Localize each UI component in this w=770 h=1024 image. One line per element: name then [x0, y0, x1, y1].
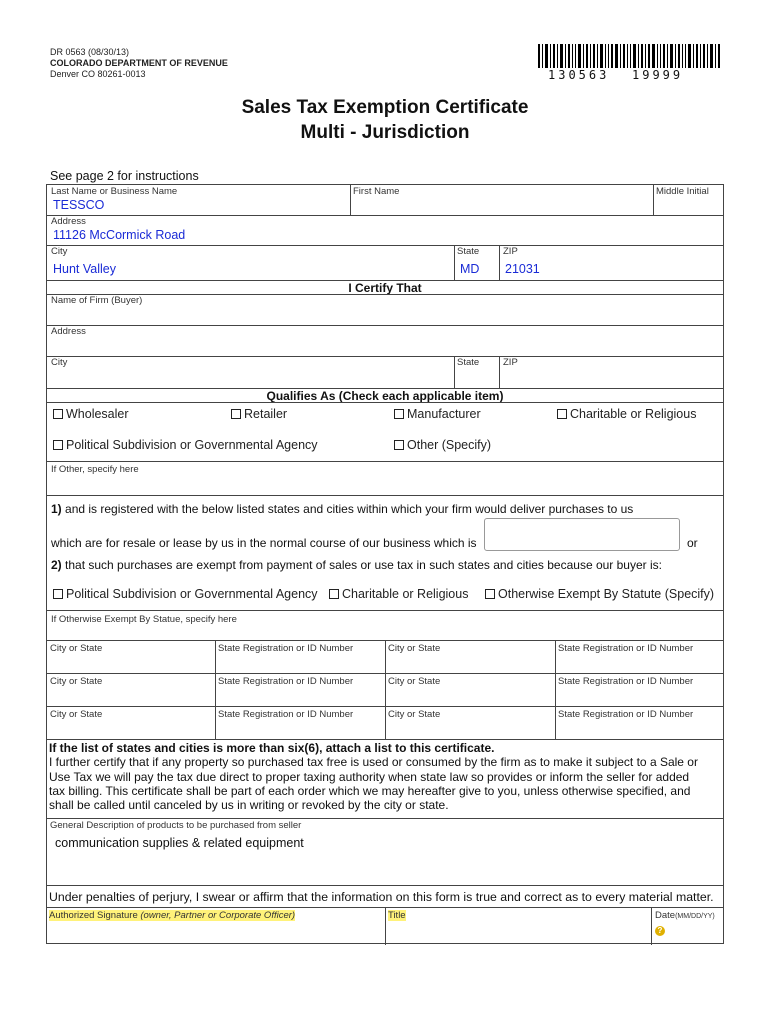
barcode-number-right: 19999: [632, 68, 684, 82]
statement-2: 2) that such purchases are exempt from payment of sales or use tax in such states and cities because our buyer is:: [51, 558, 662, 572]
seller-zip-label: ZIP: [503, 246, 518, 257]
checkbox-manufacturer[interactable]: [394, 409, 404, 419]
notice-bold: If the list of states and cities is more than six(6), attach a list to this certificate.: [49, 741, 495, 755]
buyer-firm-field[interactable]: [51, 307, 719, 323]
buyer-state-label: State: [457, 357, 480, 368]
middle-initial-label: Middle Initial: [656, 186, 709, 197]
seller-city-field[interactable]: Hunt Valley: [53, 262, 116, 276]
instructions-note: See page 2 for instructions: [50, 169, 199, 183]
first-name-field[interactable]: [353, 197, 649, 213]
reg-city-label: City or State: [50, 643, 103, 654]
department-name: COLORADO DEPARTMENT OF REVENUE: [50, 58, 228, 68]
checkbox-political[interactable]: [53, 440, 63, 450]
qualifies-wholesaler[interactable]: Wholesaler: [53, 407, 129, 421]
notice-line1: I further certify that if any property so purchased tax free is used or consumed by the firm as to make it subject to a Sale or: [49, 755, 698, 769]
first-name-label: First Name: [353, 186, 400, 197]
or-label: or: [687, 536, 698, 550]
form-frame: [46, 184, 724, 944]
checkbox-buyer-political[interactable]: [53, 589, 63, 599]
checkbox-wholesaler[interactable]: [53, 409, 63, 419]
other-specify-field[interactable]: [51, 476, 719, 492]
qualifies-charitable[interactable]: Charitable or Religious: [557, 407, 696, 421]
buyer-address-label: Address: [51, 326, 86, 337]
buyer-firm-label: Name of Firm (Buyer): [51, 295, 143, 306]
title-field[interactable]: [388, 922, 648, 942]
date-label: Date(MM/DD/YY): [655, 910, 715, 921]
qualifies-retailer[interactable]: Retailer: [231, 407, 287, 421]
buyer-city-field[interactable]: [51, 369, 451, 385]
reg-id-label: State Registration or ID Number: [218, 709, 354, 720]
reg-city-label: City or State: [388, 643, 441, 654]
seller-state-field[interactable]: MD: [460, 262, 480, 276]
notice-line2: Use Tax we will pay the tax due direct to proper taxing authority when state law so provides or inform the seller for added: [49, 770, 690, 784]
qualifies-other[interactable]: Other (Specify): [394, 438, 491, 452]
buyer-address-field[interactable]: [51, 338, 719, 354]
buyer-political[interactable]: Political Subdivision or Governmental Agency: [53, 587, 318, 601]
reg-id-label: State Registration or ID Number: [558, 643, 694, 654]
seller-address-field[interactable]: 11126 McCormick Road: [53, 228, 186, 242]
title-line2: Multi - Jurisdiction: [300, 122, 470, 143]
form-id: DR 0563 (08/30/13): [50, 47, 130, 57]
checkbox-other[interactable]: [394, 440, 404, 450]
reg-id-label: State Registration or ID Number: [218, 643, 354, 654]
seller-state-label: State: [457, 246, 480, 257]
statement-1b: which are for resale or lease by us in the normal course of our business which is: [51, 536, 477, 550]
title-label: Title: [388, 910, 406, 921]
reg-city-label: City or State: [388, 676, 441, 687]
last-name-label: Last Name or Business Name: [51, 186, 178, 197]
seller-city-label: City: [51, 246, 68, 257]
other-specify-label: If Other, specify here: [51, 464, 139, 475]
certify-heading: I Certify That: [348, 281, 422, 295]
buyer-state-field[interactable]: [457, 369, 497, 385]
reg-city-label: City or State: [50, 709, 103, 720]
signature-label: Authorized Signature (owner, Partner or Corporate Officer): [49, 910, 296, 921]
reg-id-label: State Registration or ID Number: [558, 709, 694, 720]
statute-specify-field[interactable]: [51, 626, 719, 640]
barcode-number-left: 130563: [548, 68, 610, 82]
barcode: [538, 44, 722, 68]
buyer-city-label: City: [51, 357, 68, 368]
checkbox-retailer[interactable]: [231, 409, 241, 419]
signature-field[interactable]: [49, 922, 379, 942]
description-field[interactable]: communication supplies & related equipment: [55, 836, 304, 850]
reg-city-label: City or State: [388, 709, 441, 720]
help-icon[interactable]: ?: [655, 926, 665, 936]
qualifies-heading: Qualifies As (Check each applicable item): [266, 389, 504, 403]
buyer-zip-field[interactable]: [503, 369, 719, 385]
checkbox-buyer-statute[interactable]: [485, 589, 495, 599]
qualifies-manufacturer[interactable]: Manufacturer: [394, 407, 481, 421]
buyer-statute[interactable]: Otherwise Exempt By Statute (Specify): [485, 587, 714, 601]
checkbox-buyer-charitable[interactable]: [329, 589, 339, 599]
business-type-field[interactable]: [484, 518, 680, 551]
seller-zip-field[interactable]: 21031: [505, 262, 540, 276]
buyer-charitable[interactable]: Charitable or Religious: [329, 587, 468, 601]
reg-city-label: City or State: [50, 676, 103, 687]
statement-1: 1) and is registered with the below listed states and cities within which your firm would deliver purchases to us: [51, 502, 634, 516]
department-address: Denver CO 80261-0013: [50, 69, 146, 79]
reg-id-label: State Registration or ID Number: [558, 676, 694, 687]
barcode-graphic: [538, 44, 722, 68]
statute-specify-label: If Otherwise Exempt By Statue, specify here: [51, 614, 237, 625]
middle-initial-field[interactable]: [656, 197, 720, 213]
last-name-field[interactable]: TESSCO: [53, 198, 105, 212]
notice-line4: shall be called until canceled by us in writing or revoked by the city or state.: [49, 798, 449, 812]
description-label: General Description of products to be purchased from seller: [50, 820, 302, 831]
checkbox-charitable[interactable]: [557, 409, 567, 419]
reg-id-label: State Registration or ID Number: [218, 676, 354, 687]
notice-line3: tax billing. This certificate shall be part of each order which we may hereafter give to you, unless otherwise specified, and: [49, 784, 691, 798]
qualifies-political[interactable]: Political Subdivision or Governmental Agency: [53, 438, 318, 452]
perjury-statement: Under penalties of perjury, I swear or affirm that the information on this form is true and correct as to every material matter.: [49, 890, 714, 904]
buyer-zip-label: ZIP: [503, 357, 518, 368]
title-line1: Sales Tax Exemption Certificate: [241, 97, 529, 118]
seller-address-label: Address: [51, 216, 86, 227]
